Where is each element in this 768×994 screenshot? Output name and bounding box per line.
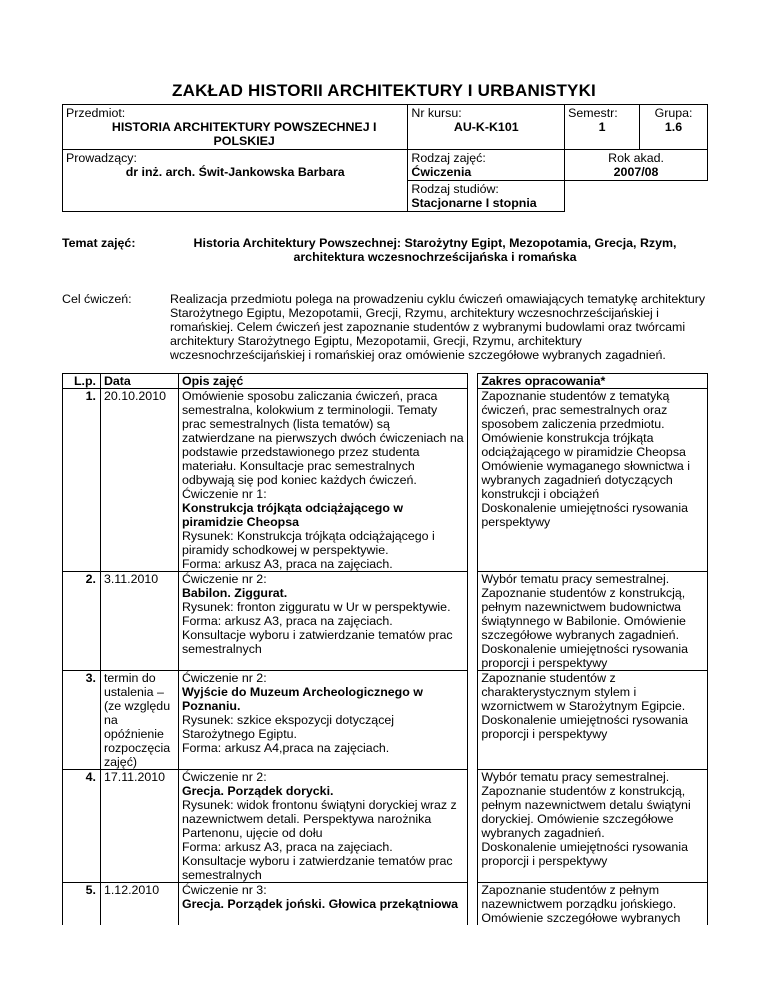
description-line: Konsultacje wyboru i zatwierdzanie tematów prac semestralnych [181, 628, 453, 656]
description-line: Rysunek: fronton zigguratu w Ur w perspektywie. [181, 600, 451, 614]
row-scope [478, 671, 708, 770]
semestr-value: 1 [598, 120, 606, 134]
scope-line: Zapoznanie studentów z konstrukcją, pełnym nazewnictwem budownictwa świątynnego w Babilonie. Omówienie szczegółowe wybranych zagadnień. [481, 586, 686, 642]
prowadzacy-value: dr inż. arch. Świt-Jankowska Barbara [125, 165, 345, 179]
rok-akad-label: Rok akad. [608, 151, 664, 165]
description-line: Babilon. Ziggurat. [181, 586, 288, 600]
row-description [178, 572, 467, 671]
table-row [63, 572, 708, 671]
header-gap [468, 374, 478, 389]
scope-line: Doskonalenie umiejętności rysowania proporcji i perspektywy [481, 840, 688, 868]
description-line: Grecja. Porządek joński. Głowica przekątniowa [181, 897, 459, 911]
row-scope [478, 883, 708, 926]
scope-line: Doskonalenie umiejętności rysowania proporcji i perspektywy [481, 642, 688, 670]
temat-label: Temat zajęć: [62, 236, 136, 250]
course-info-table [62, 104, 708, 212]
grupa-value: 1.6 [664, 120, 683, 134]
row-lp: 1. [63, 389, 101, 572]
scope-line: Doskonalenie umiejętności rysowania perspektywy [481, 501, 688, 529]
prowadzacy-label: Prowadzący: [66, 151, 137, 165]
row-date: 17.11.2010 [100, 770, 178, 883]
description-line: Forma: arkusz A3, praca na zajęciach. [181, 840, 393, 854]
description-line: Rysunek: widok frontonu świątyni doryckiej wraz z nazewnictwem detali. Perspektywa narożnika Partenonu, ujęcie od dołu [181, 798, 457, 840]
row-description [178, 671, 467, 770]
empty-cell [565, 181, 708, 212]
description-line: Omówienie sposobu zaliczania ćwiczeń, praca semestralna, kolokwium z terminologii. Tematy prac semestralnych (lista tematów) są zatwierdzane na pierwszych dwóch ćwiczeniach na podstawie przedstawionego przez studenta materiału. Konsultacje prac semestralnych odbywają się pod koniec każdych ćwiczeń. [181, 389, 464, 487]
table-row [63, 883, 708, 926]
description-line: Ćwiczenie nr 1: [181, 487, 267, 501]
description-line: Rysunek: szkice ekspozycji dotyczącej Starożytnego Egiptu. [181, 713, 395, 741]
page-title: ZAKŁAD HISTORII ARCHITEKTURY I URBANISTYKI [172, 81, 596, 100]
row-lp: 5. [63, 883, 101, 926]
rodzaj-studiow-cell [408, 181, 565, 212]
schedule-table [62, 373, 708, 925]
row-scope [478, 572, 708, 671]
table-row [63, 770, 708, 883]
row-scope [478, 770, 708, 883]
scope-line: Zapoznanie studentów z tematyką ćwiczeń, prac semestralnych oraz sposobem zaliczenia przedmiotu. [481, 389, 670, 431]
przedmiot-label: Przedmiot: [66, 106, 126, 120]
table-row [63, 389, 708, 572]
description-line: Forma: arkusz A3, praca na zajęciach. [181, 557, 393, 571]
description-line: Wyjście do Muzeum Archeologicznego w Poznaniu. [181, 685, 423, 713]
row-gap [468, 572, 478, 671]
scope-line: Wybór tematu pracy semestralnej. [481, 770, 670, 784]
rodzaj-zajec-value: Ćwiczenia [411, 165, 472, 179]
header-data: Data [100, 374, 178, 389]
row-date: 20.10.2010 [100, 389, 178, 572]
grupa-cell [640, 105, 708, 150]
row-description [178, 883, 467, 926]
przedmiot-value: HISTORIA ARCHITEKTURY POWSZECHNEJ I POLSKIEJ [111, 120, 377, 148]
temat-text: Historia Architektury Powszechnej: Starożytny Egipt, Mezopotamia, Grecja, Rzym, architektura wczesnochrześcijańska i romańska [193, 236, 677, 264]
scope-line: Omówienie konstrukcja trójkąta odciążającego w piramidzie Cheopsa [481, 431, 686, 459]
rodzaj-studiow-value: Stacjonarne I stopnia [411, 196, 537, 210]
description-line: Ćwiczenie nr 2: [181, 671, 267, 685]
header-opis: Opis zajęć [178, 374, 467, 389]
row-description [178, 389, 467, 572]
row-gap [468, 883, 478, 926]
row-date: 1.12.2010 [100, 883, 178, 926]
przedmiot-cell [63, 105, 408, 150]
header-lp: L.p. [63, 374, 101, 389]
nr-kursu-cell [408, 105, 565, 150]
scope-line: Omówienie wymaganego słownictwa i wybranych zagadnień dotyczących konstrukcji i obciążeń [481, 459, 691, 501]
scope-line: Doskonalenie umiejętności rysowania proporcji i perspektywy [481, 713, 688, 741]
description-line: Grecja. Porządek dorycki. [181, 784, 334, 798]
description-line: Ćwiczenie nr 3: [181, 883, 267, 897]
prowadzacy-cell [63, 150, 408, 212]
rodzaj-zajec-cell [408, 150, 565, 181]
header-zakres: Zakres opracowania* [478, 374, 708, 389]
rodzaj-zajec-label: Rodzaj zajęć: [411, 151, 486, 165]
description-line: Konsultacje wyboru i zatwierdzanie tematów prac semestralnych [181, 854, 453, 882]
scope-line: Zapoznanie studentów z charakterystycznym stylem i wzornictwem w Starożytnym Egipcie. [481, 671, 686, 713]
rok-akad-value: 2007/08 [613, 165, 659, 179]
row-gap [468, 770, 478, 883]
description-line: Rysunek: Konstrukcja trójkąta odciążającego i piramidy schodkowej w perspektywie. [181, 529, 435, 557]
description-line: Ćwiczenie nr 2: [181, 770, 267, 784]
row-gap [468, 671, 478, 770]
description-line: Ćwiczenie nr 2: [181, 572, 267, 586]
cel-text: Realizacja przedmiotu polega na prowadzeniu cyklu ćwiczeń omawiających tematykę architektury Starożytnego Egiptu, Mezopotamii, Grecji, Rzymu, architektury wczesnochrześcijańskiej i romańskiej. Celem ćwiczeń jest zapoznanie studentów z wybranymi budowlami oraz twórcami architektury Starożytnego Egiptu, Mezopotamii, Grecji, Rzymu, architektury wczesnochrześcijańskiej i romańskiej oraz omówienie szczegółowe wybranych zagadnień. [170, 292, 706, 362]
grupa-label: Grupa: [654, 106, 693, 120]
row-gap [468, 389, 478, 572]
row-lp: 4. [63, 770, 101, 883]
description-line: Forma: arkusz A3, praca na zajęciach. [181, 614, 393, 628]
row-description [178, 770, 467, 883]
row-lp: 3. [63, 671, 101, 770]
cel-label: Cel ćwiczeń: [62, 292, 132, 306]
nr-kursu-value: AU-K-K101 [453, 120, 519, 134]
nr-kursu-label: Nr kursu: [411, 106, 462, 120]
scope-line: Wybór tematu pracy semestralnej. [481, 572, 670, 586]
description-line: Forma: arkusz A4,praca na zajęciach. [181, 741, 390, 755]
row-lp: 2. [63, 572, 101, 671]
table-row [63, 671, 708, 770]
description-line: Konstrukcja trójkąta odciążającego w piramidzie Cheopsa [181, 501, 403, 529]
scope-line: Zapoznanie studentów z konstrukcją, pełnym nazewnictwem detalu świątyni doryckiej. Omówienie szczegółowe wybranych zagadnień. [481, 784, 691, 840]
semestr-label: Semestr: [568, 106, 618, 120]
row-date: termin do ustalenia – (ze względu na opóźnienie rozpoczęcia zajęć) [100, 671, 178, 770]
row-scope [478, 389, 708, 572]
rok-akad-cell [565, 150, 708, 181]
rodzaj-studiow-label: Rodzaj studiów: [411, 182, 499, 196]
scope-line: Zapoznanie studentów z pełnym nazewnictwem porządku jońskiego. Omówienie szczegółowe wybranych [481, 883, 681, 925]
row-date: 3.11.2010 [100, 572, 178, 671]
semestr-cell [565, 105, 640, 150]
